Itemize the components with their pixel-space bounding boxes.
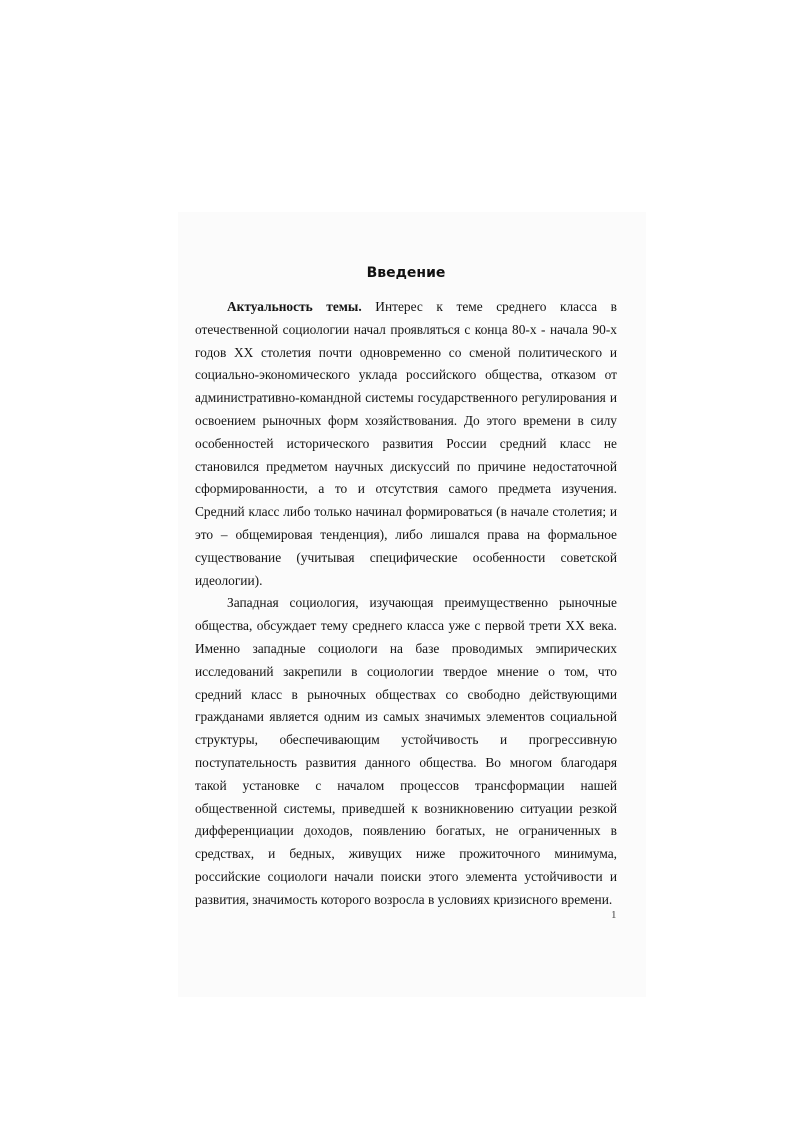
paragraph-western-sociology: Западная социология, изучающая преимущественно рыночные общества, обсуждает тему среднего класса уже с первой трети XX века. Именно западные социологи на базе проводимых эмпирических исследований закрепили в социологии твердое мнение о том, что средний класс в рыночных обществах со свободно действующими гражданами является одним из самых значимых элементов социальной структуры, обеспечивающим устойчивость и прогрессивную поступательность развития данного общества. Во многом благодаря такой установке с началом процессов трансформации нашей общественной системы, приведшей к возникновению ситуации резкой дифференциации доходов, появлению богатых, не ограниченных в средствах, и бедных, живущих ниже прожиточного минимума, российские социологи начали поиски этого элемента устойчивости и развития, значимость которого возросла в условиях кризисного времени.: [195, 595, 617, 907]
page-title: Введение: [366, 265, 446, 281]
page-number: 1: [611, 909, 617, 921]
paragraph-lead: Актуальность темы.: [227, 299, 362, 314]
paragraph-text: Интерес к теме среднего класса в отечественной социологии начал проявляться с конца 80-х - начала 90-х годов XX столетия почти одновременно со сменой политического и социально-экономического уклада российского общества, отказом от административно-командной системы государственного регулирования и освоением рыночных форм хозяйствования. До этого времени в силу особенностей исторического развития России средний класс не становился предметом научных дискуссий по причине недостаточной сформированности, а то и отсутствия самого предмета изучения. Средний класс либо только начинал формироваться (в начале столетия; и это – общемировая тенденция), либо лишался права на формальное существование (учитывая специфические особенности советской идеологии).: [195, 299, 617, 588]
body-text: [195, 296, 617, 912]
paragraph-actuality: [195, 296, 617, 592]
